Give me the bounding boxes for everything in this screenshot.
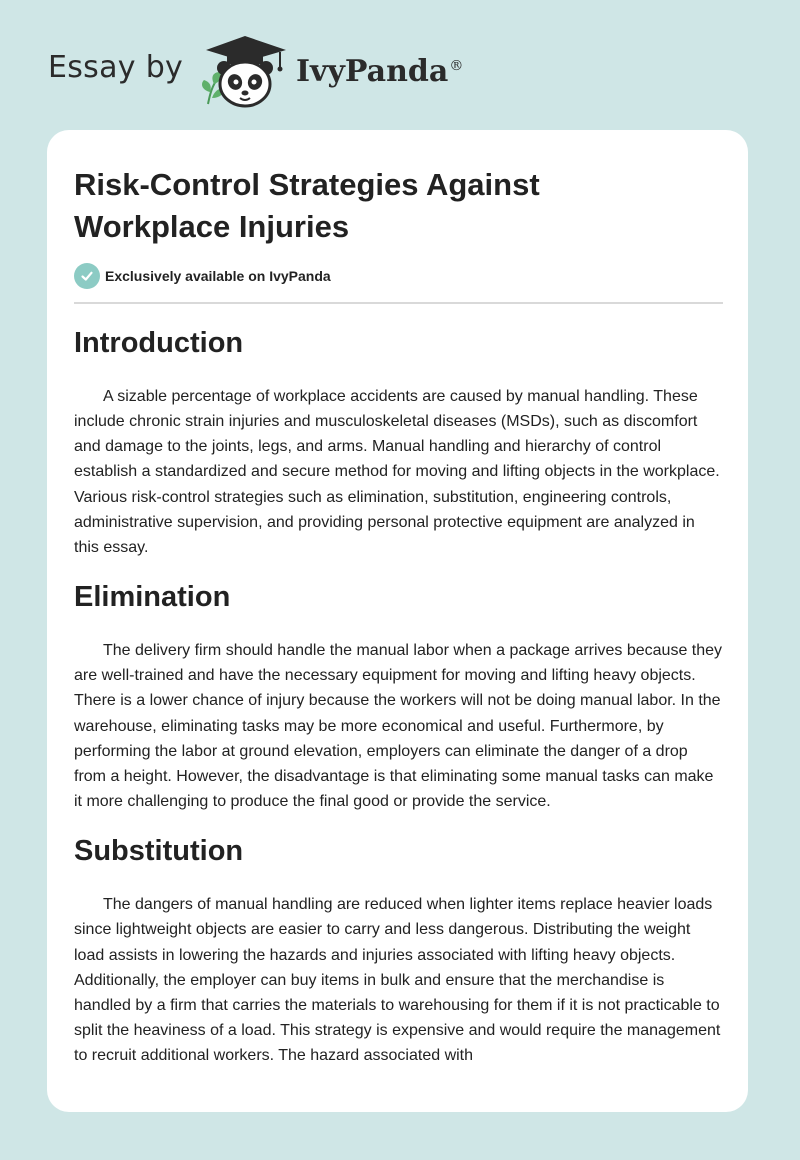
section-paragraph: The delivery firm should handle the manual labor when a package arrives because they are well-trained and have the necessary equipment for moving and lifting heavy objects. There is a lower chance of injury because the workers will not be doing manual labor. In the warehouse, eliminating tasks may be more economical and useful. Furthermore, by performing the labor at ground elevation, employers can eliminate the danger of a drop from a height. However, the disadvantage is that eliminating some manual tasks can make it more challenging to produce the final good or provide the service. [74,642,723,811]
brand-name [296,54,463,89]
panda-logo-icon [200,32,290,110]
essay-by-label: Essay by [48,50,184,85]
essay-card [47,130,748,1112]
essay-body [74,322,723,1084]
section-paragraph: The dangers of manual handling are reduced when lighter items replace heavier loads since lightweight objects are easier to carry and less dangerous. Distributing the weight load assists in lowering the hazards and injuries associated with lifting heavy objects. Additionally, the employer can buy items in bulk and ensure that the merchandise is handled by a firm that carries the materials to warehousing for them if it is not practicable to split the heaviness of a load. This strategy is expensive and would require the management to recruit additional workers. The hazard associated with [74,896,721,1065]
section-substitution [74,830,723,1068]
exclusive-label: Exclusively available on IvyPanda [105,268,331,284]
section-heading: Elimination [74,581,231,614]
brand-name-text: IvyPanda [296,54,449,89]
checkmark-icon [74,263,100,289]
exclusive-badge [74,263,331,289]
section-heading: Substitution [74,835,244,868]
divider [74,302,723,304]
section-introduction [74,322,723,560]
site-header [0,0,800,130]
registered-mark: ® [449,58,464,74]
section-elimination [74,576,723,814]
section-heading: Introduction [74,327,244,359]
section-paragraph: A sizable percentage of workplace accidents are caused by manual handling. These include chronic strain injuries and musculoskeletal diseases (MSDs), such as discomfort and damage to the joints, legs, and arms. Manual handling and hierarchy of control establish a standardized and secure method for moving and lifting objects in the workplace. Various risk-control strategies such as elimination, substitution, engineering controls, administrative supervision, and providing personal protective equipment are analyzed in this essay. [74,388,720,556]
essay-title: Risk-Control Strategies Against Workplace Injuries [74,167,540,244]
